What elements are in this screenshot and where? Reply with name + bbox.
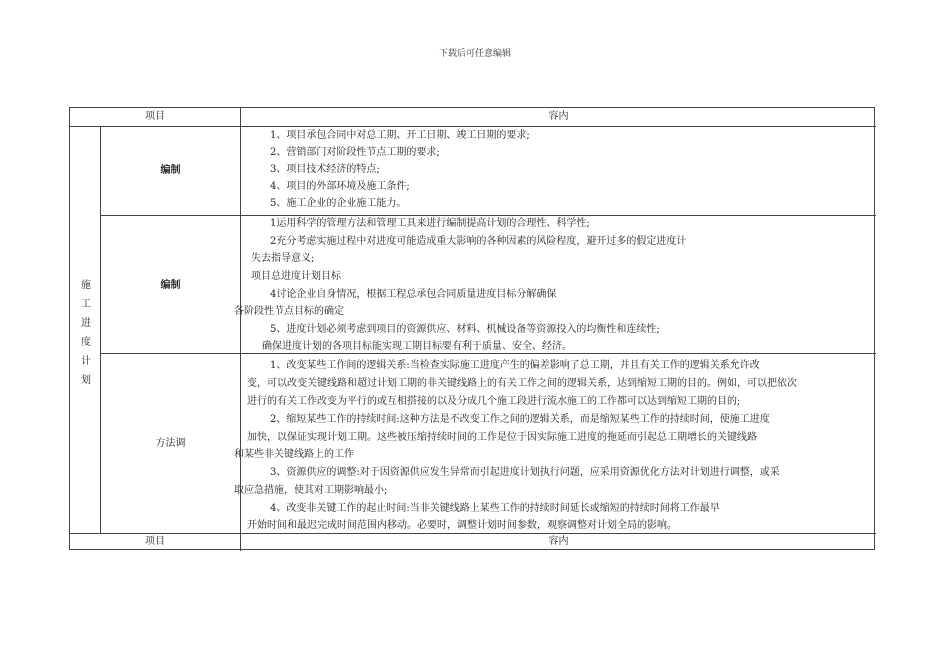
footer-content: 容内: [548, 536, 569, 547]
row2-line: 确保进度计划的各项目标能实现工期目标要有利于质量、安全、经济。: [262, 341, 572, 352]
row3-line: 3、资源供应的调整:对于因资源供应发生异常而引起进度计划执行问题，应采用资源优化方法对计划进行调整，或采: [270, 467, 780, 478]
footer-item: 项目: [145, 536, 165, 547]
row3-line: 变，可以改变关键线路和超过计划工期的非关键线路上的有关工作之间的逻辑关系，达到缩短工期的目的。例如，可以把依次: [247, 378, 797, 389]
category-label: 施工进度计划: [81, 280, 91, 386]
row3-line: 开始时间和最迟完成时间范围内移动。必要时，调整计划时间参数，观察调整对计划全局的影响。: [247, 520, 677, 531]
row3-line: 4、改变非关键工作的起止时间:当非关键线路上某些工作的持续时间延长或缩短的持续时间将工作最早: [270, 503, 720, 514]
row3-line: 和某些非关键线路上的工作: [234, 449, 354, 460]
rule-header: [70, 126, 876, 127]
rule-category: [100, 126, 101, 533]
row-label-2: 编制: [160, 280, 181, 291]
row1-line: 5、施工企业的企业施工能力。: [270, 198, 407, 209]
row2-line: 4讨论企业自身情况，根据工程总承包合同质量进度目标分解确保: [270, 289, 557, 300]
row1-line: 4、项目的外部环境及施工条件;: [270, 181, 410, 192]
row1-line: 1、项目承包合同中对总工期、开工日期、竣工日期的要求;: [270, 130, 530, 141]
page-header: 下载后可任意编辑: [438, 49, 511, 59]
row2-line: 1运用科学的管理方法和管理工具来进行编制提高计划的合理性、科学性;: [270, 218, 590, 229]
row2-line: 各阶段性节点目标的确定: [234, 306, 344, 317]
row-label-3: 方法调: [155, 438, 186, 449]
header-content: 容内: [548, 111, 569, 122]
row3-line: 2、缩短某些工作的持续时间:这种方法是不改变工作之间的逻辑关系，而是缩短某些工作的持续时间，使施工进度: [270, 414, 770, 425]
row3-line: 取应急措施，使其对工期影响最小;: [234, 485, 388, 496]
row3-line: 1、改变某些工作间的逻辑关系:当检查实际施工进度产生的偏差影响了总工期，并且有关工作的逻辑关系允许改: [270, 360, 760, 371]
row2-line: 2充分考虑实施过程中对进度可能造成重大影响的各种因素的风险程度，避开过多的假定进度计: [270, 236, 687, 247]
row3-line: 进行的有关工作改变为平行的或互相搭接的以及分成几个施工段进行流水施工的工作都可以达到缩短工期的目的;: [247, 396, 741, 407]
row1-line: 2、营销部门对阶段性节点工期的要求;: [270, 147, 440, 158]
row1-line: 3、项目技术经济的特点;: [270, 164, 380, 175]
rule-row1: [101, 215, 876, 216]
header-item: 项目: [145, 111, 165, 122]
row2-line: 失去指导意义;: [251, 253, 315, 264]
rule-footer: [70, 533, 876, 534]
row3-line: 加快，以保证实现计划工期。这些被压缩持续时间的工作是位于因实际施工进度的拖延而引起总工期增长的关键线路: [247, 432, 757, 443]
row2-line: 项目总进度计划目标: [251, 271, 341, 282]
row-label-1: 编制: [160, 165, 181, 176]
row2-line: 5、进度计划必须考虑到项目的资源供应、材料、机械设备等资源投入的均衡性和连续性;: [270, 324, 660, 335]
